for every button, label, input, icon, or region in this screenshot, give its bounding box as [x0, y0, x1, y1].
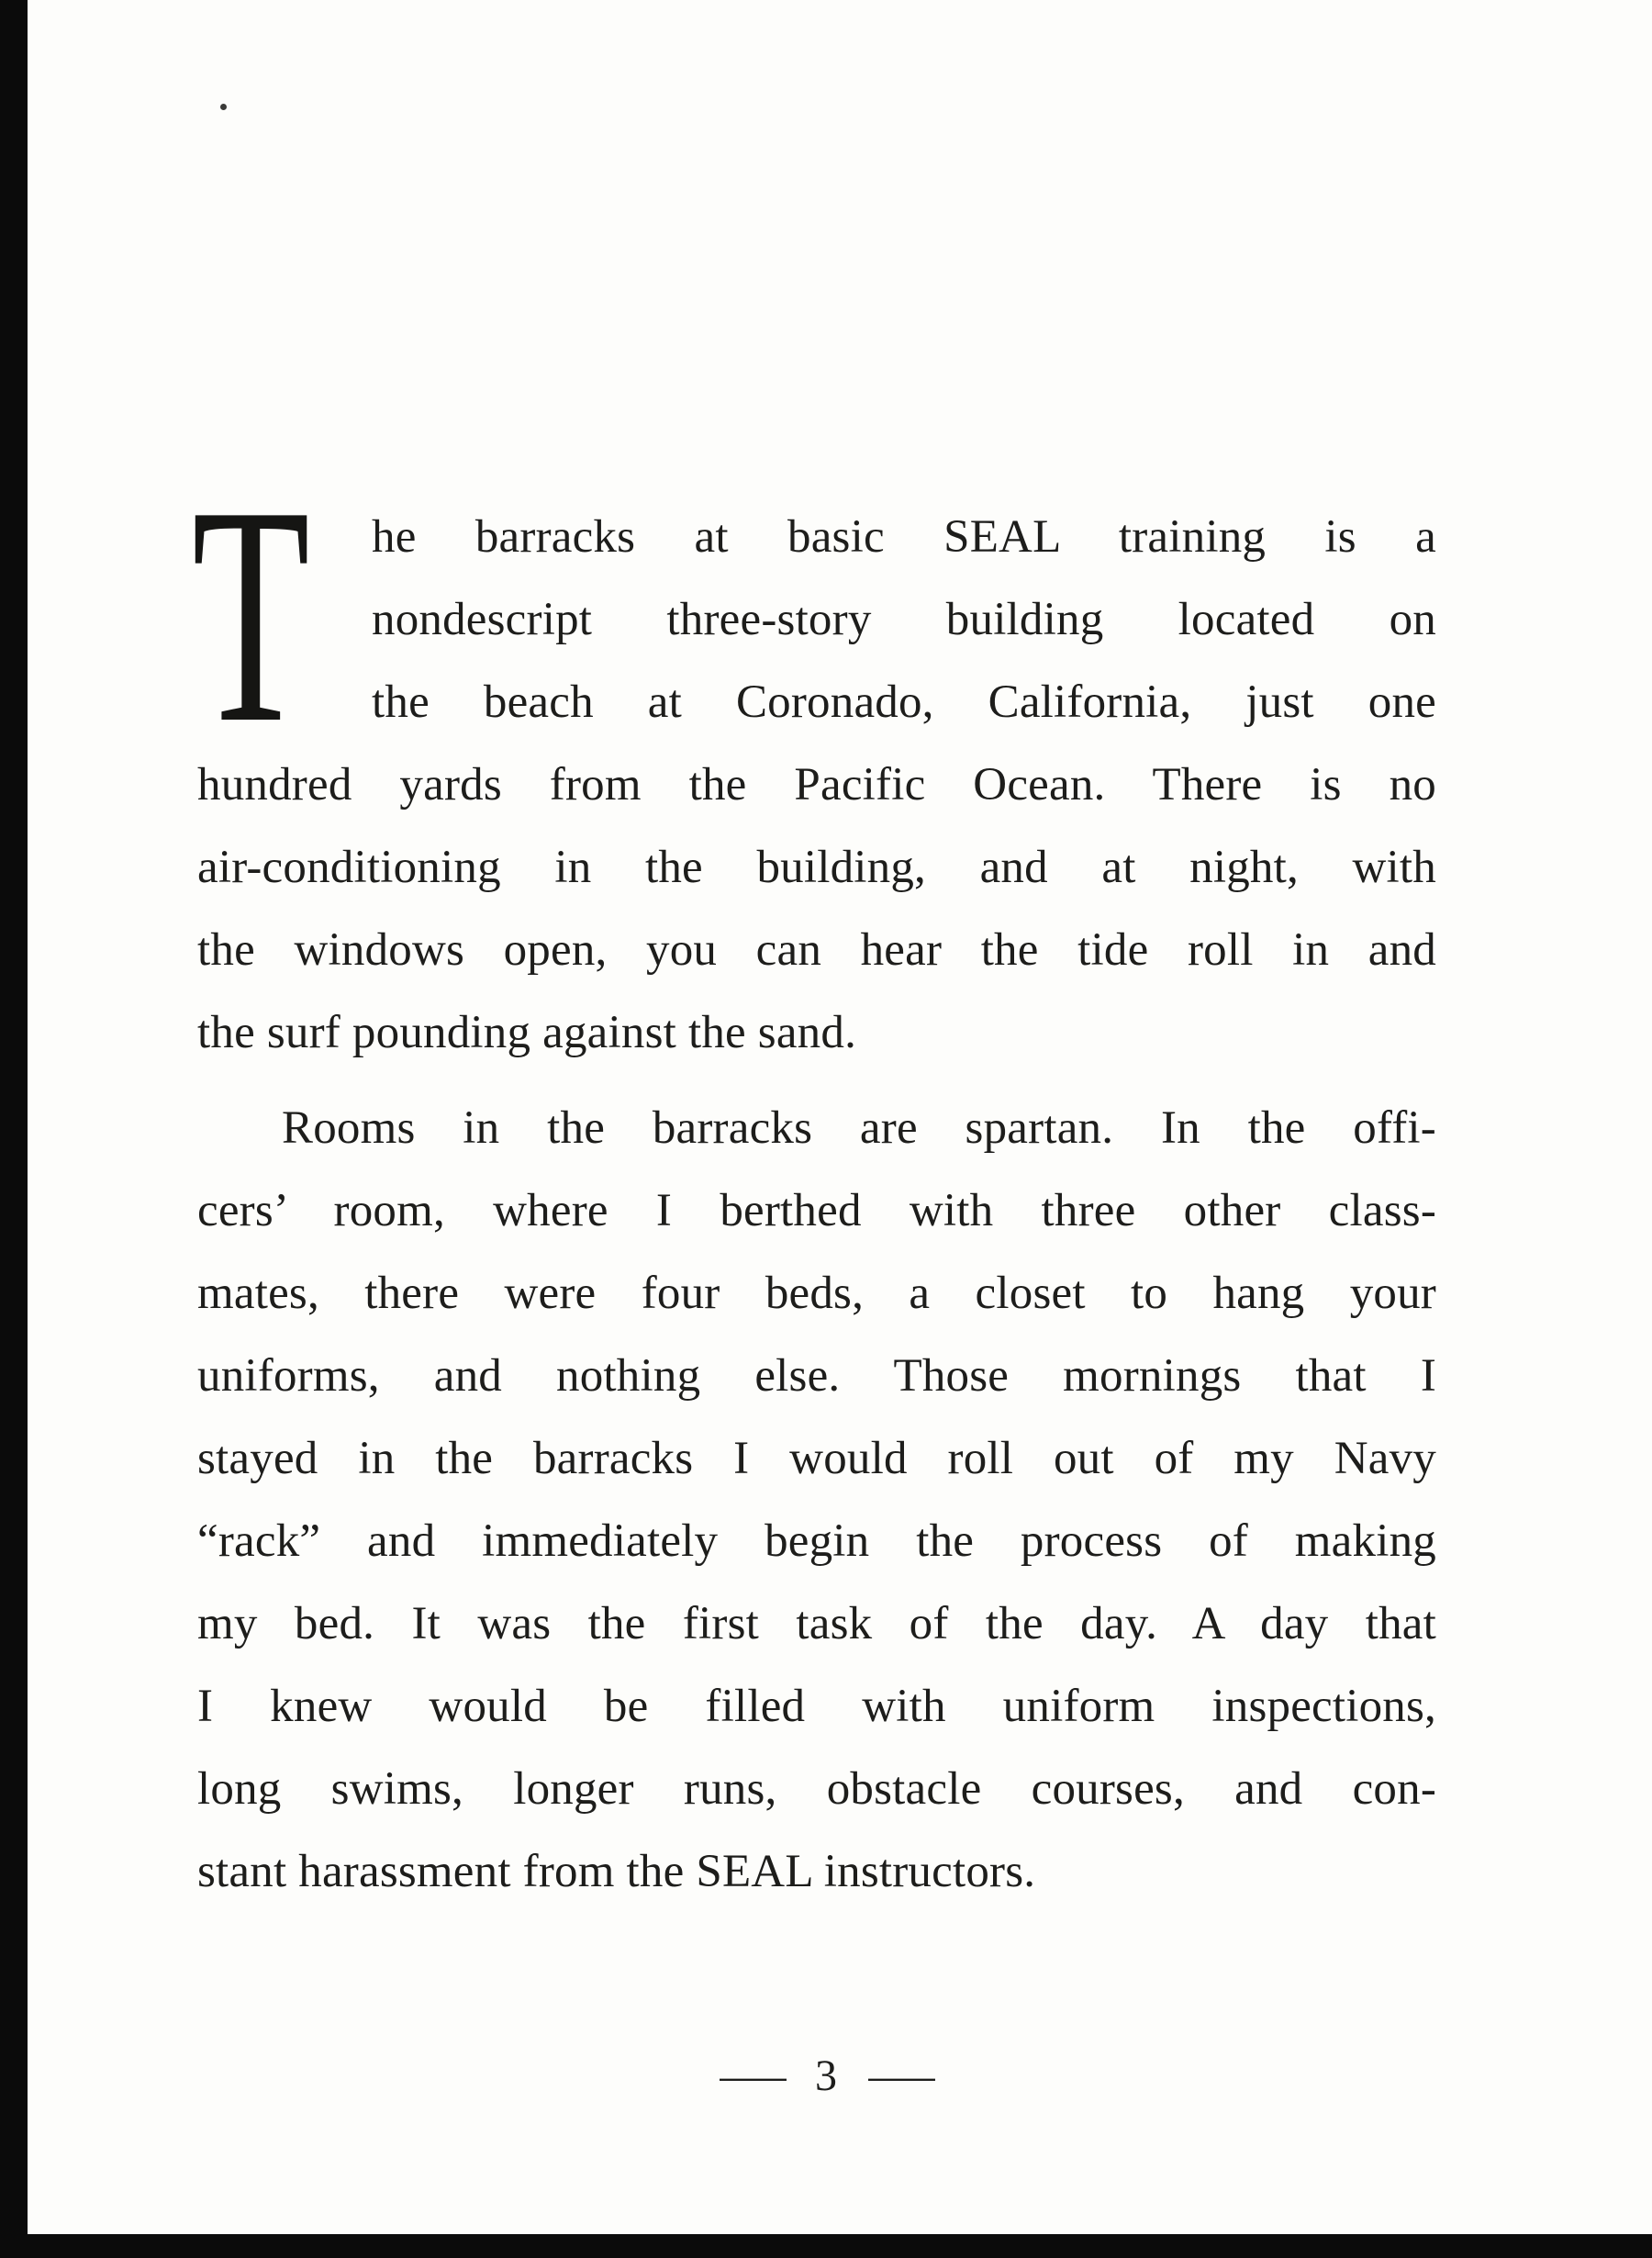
scan-artifact-dot: [220, 104, 227, 110]
text-line: uniforms, and nothing else. Those mornings that I: [197, 1350, 1436, 1402]
text-line: stayed in the barracks I would roll out of my Navy: [197, 1433, 1436, 1484]
text-line: he barracks at basic SEAL training is a: [372, 511, 1436, 563]
paragraph-2: [197, 1087, 1436, 1913]
page-footer: [0, 2049, 1652, 2104]
text-line: I knew would be filled with uniform inspections,: [197, 1681, 1436, 1732]
folio-dash-left: —: [720, 2051, 784, 2100]
text-line: “rack” and immediately begin the process of making: [197, 1515, 1436, 1567]
text-line: the windows open, you can hear the tide roll in and: [197, 924, 1436, 976]
text-line: the surf pounding against the sand.: [197, 1007, 857, 1058]
text-line: nondescript three-story building located on: [372, 594, 1436, 645]
folio-dash-right: —: [868, 2051, 932, 2100]
page-text-block: [192, 442, 1436, 1913]
page-number: 3: [815, 2051, 837, 2100]
paragraph-1: [192, 442, 1436, 1074]
text-line: mates, there were four beds, a closet to hang your: [197, 1268, 1436, 1319]
text-line: air-conditioning in the building, and at night, with: [197, 842, 1436, 893]
scan-edge-left: [0, 0, 28, 2258]
text-line: cers’ room, where I berthed with three other class-: [197, 1185, 1436, 1236]
text-line: the beach at Coronado, California, just one: [372, 676, 1436, 728]
text-line: stant harassment from the SEAL instructors.: [197, 1846, 1036, 1897]
text-line: long swims, longer runs, obstacle courses, and con-: [197, 1763, 1436, 1815]
text-line: Rooms in the barracks are spartan. In the offi-: [282, 1102, 1436, 1154]
drop-cap-letter: T: [192, 442, 310, 788]
text-line: my bed. It was the first task of the day. A day that: [197, 1598, 1436, 1649]
text-line: hundred yards from the Pacific Ocean. There is no: [197, 759, 1436, 810]
scan-edge-bottom: [0, 2234, 1652, 2258]
